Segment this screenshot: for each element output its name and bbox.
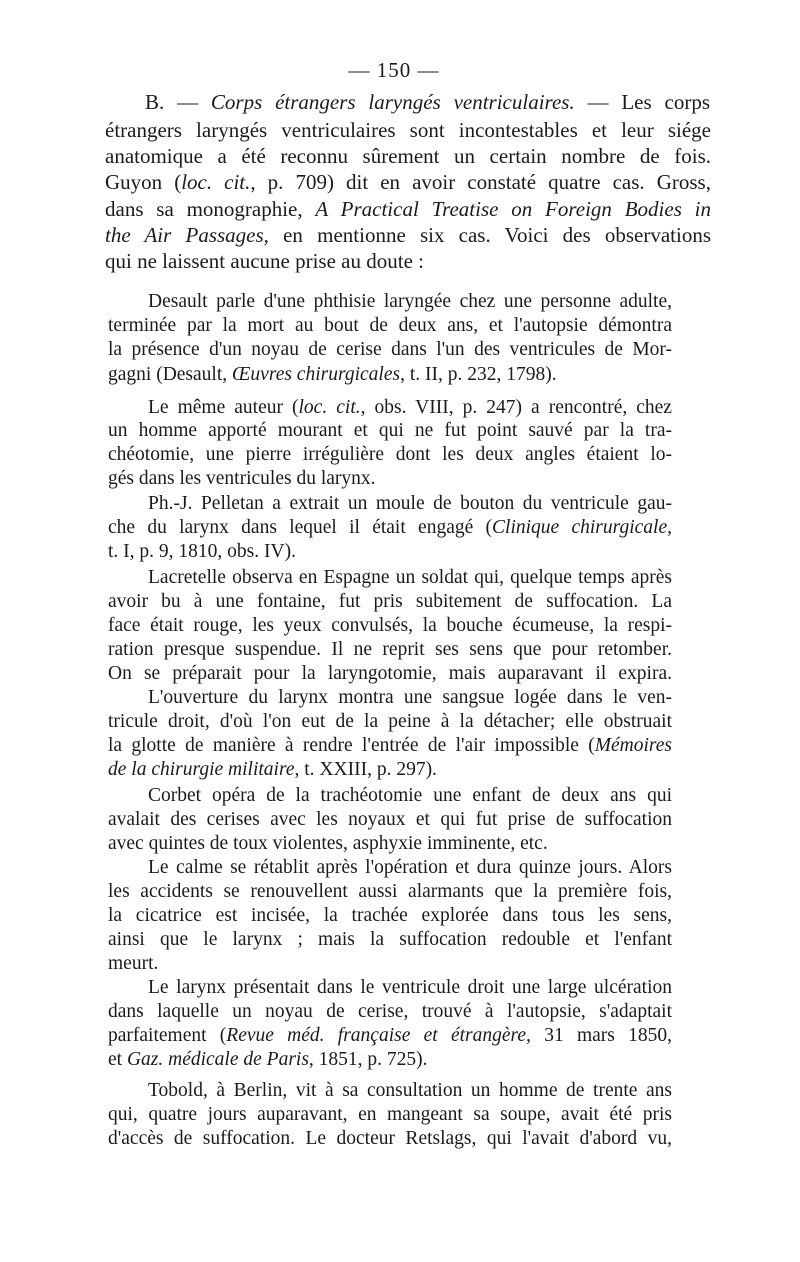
obs-line [108,834,548,854]
text-segment: d'accès de suffocation. Le docteur Retslags, qui l'avait d'abord vu, [108,1129,672,1149]
text-segment: On se préparait pour la laryngotomie, mais auparavant il expira. [108,664,672,684]
text-segment: Le calme se rétablit après l'opération et dura quinze jours. Alors [148,858,672,878]
text-segment: qui ne laissent aucune prise au doute : [105,249,424,273]
text-segment: dans laquelle un noyau de cerise, trouvé à l'autopsie, s'adaptait [108,1002,672,1022]
text-segment: la présence d'un noyau de cerise dans l'un des ventricules de Mor- [108,340,672,360]
text-segment: anatomique a été reconnu sûrement un certain nombre de fois. [105,146,711,168]
text-segment: Tobold, à Berlin, vit à sa consultation un homme de trente ans [148,1081,672,1101]
italic-citation: Corps étrangers laryngés ventriculaires. [210,92,575,114]
text-segment: B. — [145,92,211,114]
text-segment: Desault parle d'une phthisie laryngée chez une personne adulte, [148,292,672,312]
text-segment: Le larynx présentait dans le ventricule droit une large ulcération [148,978,672,998]
text-segment: L'ouverture du larynx montra une sangsue logée dans le ven- [148,688,672,708]
italic-citation: de la chirurgie militaire [108,759,295,780]
obs-line [108,616,672,638]
obs-line [108,1026,672,1048]
text-segment: en mentionne six cas. Voici des observations [268,225,711,247]
text-segment: 1851, p. 725). [313,1049,428,1070]
text-segment: et [108,1049,127,1070]
intro-line [105,199,711,222]
obs-line [148,688,672,710]
text-segment: chéotomie, une pierre irrégulière dont les deux angles étaient lo- [108,445,672,465]
obs-line [108,760,437,780]
text-segment: — Les corps [574,92,710,114]
text-segment: Ph.-J. Pelletan a extrait un moule de bouton du ventricule gau- [148,494,672,514]
obs-line [108,736,672,758]
obs-line [108,1105,672,1127]
text-segment: avoir bu à une fontaine, fut pris subitement de suffocation. La [108,592,672,612]
text-segment: Lacretelle observa en Espagne un soldat qui, quelque temps après [148,568,672,588]
text-segment: tricule droit, d'où l'on eut de la peine à la détacher; elle obstruait [108,712,672,732]
text-segment: gagni (Desault, [108,364,233,385]
text-segment: dans sa monographie, [105,199,316,221]
italic-citation: Mémoires [594,736,672,756]
obs-line [108,469,376,489]
obs-line [108,316,672,338]
text-segment: 31 mars 1850, [530,1026,672,1046]
obs-line [148,568,672,590]
obs-line [108,1002,672,1024]
italic-citation: Gaz. médicale de Paris, [126,1049,314,1070]
italic-citation: Œuvres chirurgicales [232,364,401,385]
obs-line [108,340,672,362]
intro-line [105,172,711,195]
italic-citation: Clinique chirurgicale, [492,518,672,538]
text-segment: Corbet opéra de la trachéotomie une enfant de deux ans qui [148,786,672,806]
italic-citation: the Air Passages, [105,225,269,247]
obs-line [108,1129,672,1151]
obs-line [108,906,672,928]
intro-line [105,120,711,143]
text-segment: parfaitement ( [108,1026,227,1046]
obs-line [108,365,557,385]
text-segment: , t. II, p. 232, 1798). [400,364,557,385]
obs-line [148,978,672,1000]
obs-line [108,542,296,562]
text-segment: , obs. VIII, p. 247) a rencontré, chez [360,398,672,418]
obs-line [108,712,672,734]
text-segment: , t. XXIII, p. 297). [294,759,437,780]
text-segment: les accidents se renouvellent aussi alarmants que la première fois, [108,882,672,902]
text-segment: , p. 709) dit en avoir constaté quatre cas. Gross, [250,172,711,194]
text-segment: la cicatrice est incisée, la trachée explorée dans tous les sens, [108,906,672,926]
italic-citation: Revue méd. française et étrangère, [226,1026,531,1046]
obs-line [148,494,672,516]
obs-line [148,786,672,808]
text-segment: terminée par la mort au bout de deux ans, et l'autopsie démontra [108,316,672,336]
text-segment: un homme apporté mourant et qui ne fut point sauvé par la tra- [108,421,672,441]
italic-citation: A Practical Treatise on Foreign Bodies in [315,199,711,221]
obs-line [148,398,672,420]
intro-line [105,225,711,248]
text-segment: étrangers laryngés ventriculaires sont incontestables et leur siége [105,120,711,142]
text-segment: ration presque suspendue. Il ne reprit ses sens que pour retomber. [108,640,672,660]
obs-line [108,1050,428,1070]
obs-line [108,592,672,614]
text-segment: Guyon ( [105,172,182,194]
obs-line [108,810,672,832]
intro-line [105,146,711,169]
obs-line [108,518,672,540]
text-segment: che du larynx dans lequel il était engagé ( [108,518,493,538]
obs-line [108,640,672,662]
intro-line [105,251,424,272]
italic-citation: loc. cit. [298,398,361,418]
page-number: — 150 — [348,58,440,82]
text-segment: meurt. [108,953,159,974]
obs-line [108,882,672,904]
obs-line [148,1081,672,1103]
text-segment: qui, quatre jours auparavant, en mangeant sa soupe, avait été pris [108,1105,672,1125]
obs-line [108,445,672,467]
obs-line [108,664,672,686]
obs-line [108,954,158,974]
obs-line [108,421,672,443]
obs-line [148,292,672,314]
text-segment: avalait des cerises avec les noyaux et qui fut prise de suffocation [108,810,672,830]
obs-line [148,858,672,880]
text-segment: gés dans les ventricules du larynx. [108,468,376,489]
intro-line [145,92,710,115]
text-segment: la glotte de manière à rendre l'entrée de l'air impossible ( [108,736,595,756]
obs-line [108,930,672,952]
text-segment: Le même auteur ( [148,398,299,418]
italic-citation: loc. cit. [181,172,251,194]
text-segment: ainsi que le larynx ; mais la suffocation redouble et l'enfant [108,930,672,950]
text-segment: face était rouge, les yeux convulsés, la bouche écumeuse, la respi- [108,616,672,636]
text-segment: avec quintes de toux violentes, asphyxie imminente, etc. [108,833,548,854]
text-segment: t. I, p. 9, 1810, obs. IV). [108,541,296,562]
